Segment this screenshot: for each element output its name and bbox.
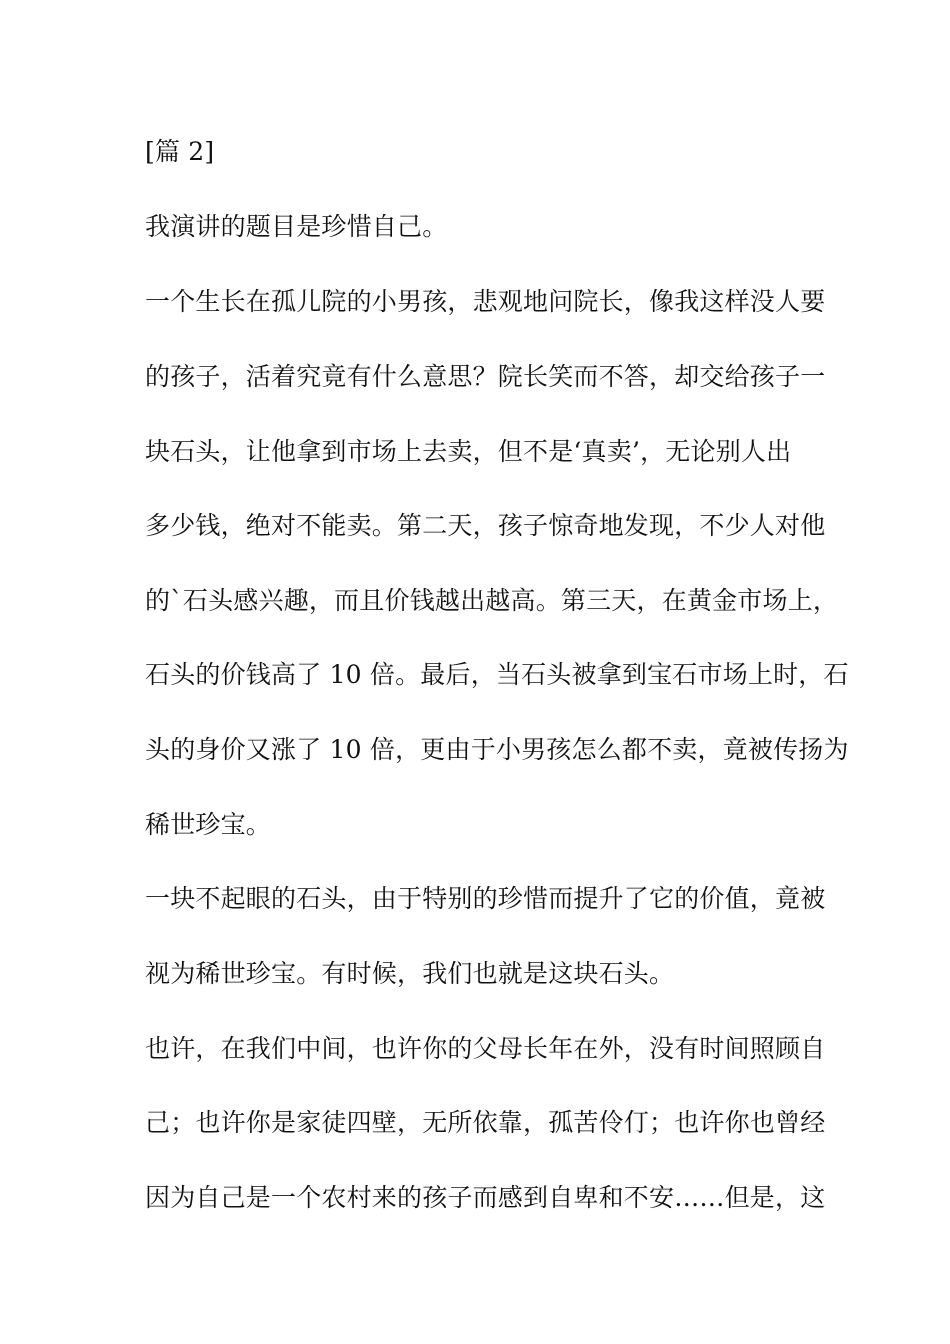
paragraph-1-line-7: 头的身价又涨了 10 倍，更由于小男孩怎么都不卖，竟被传扬为: [145, 735, 849, 764]
paragraph-2-line-2: 视为稀世珍宝。有时候，我们也就是这块石头。: [145, 959, 675, 988]
paragraph-1-line-3: 块石头，让他拿到市场上去卖，但不是‘真卖’，无论别人出: [145, 437, 792, 466]
paragraph-1-line-4: 多少钱，绝对不能卖。第二天，孩子惊奇地发现，不少人对他: [145, 511, 826, 540]
paragraph-1-line-6: 石头的价钱高了 10 倍。最后，当石头被拿到宝石市场上时，石: [145, 660, 849, 689]
paragraph-1-line-8: 稀世珍宝。: [145, 810, 272, 839]
paragraph-3-line-3: 因为自己是一个农村来的孩子而感到自卑和不安……但是，这: [145, 1183, 826, 1212]
paragraph-2-line-1: 一块不起眼的石头，由于特别的珍惜而提升了它的价值，竟被: [145, 884, 826, 913]
paragraph-1-line-1: 一个生长在孤儿院的小男孩，悲观地问院长，像我这样没人要: [145, 287, 826, 316]
paragraph-3-line-2: 己；也许你是家徒四壁，无所依靠，孤苦伶仃；也许你也曾经: [145, 1108, 826, 1137]
paragraph-3-line-1: 也许，在我们中间，也许你的父母长年在外，没有时间照顾自: [145, 1034, 826, 1063]
paragraph-1-line-5: 的`石头感兴趣，而且价钱越出越高。第三天，在黄金市场上，: [145, 586, 839, 615]
speech-title-line: 我演讲的题目是珍惜自己。: [145, 212, 448, 241]
paragraph-1-line-2: 的孩子，活着究竟有什么意思？院长笑而不答，却交给孩子一: [145, 362, 826, 391]
section-heading: [篇 2]: [145, 137, 215, 166]
